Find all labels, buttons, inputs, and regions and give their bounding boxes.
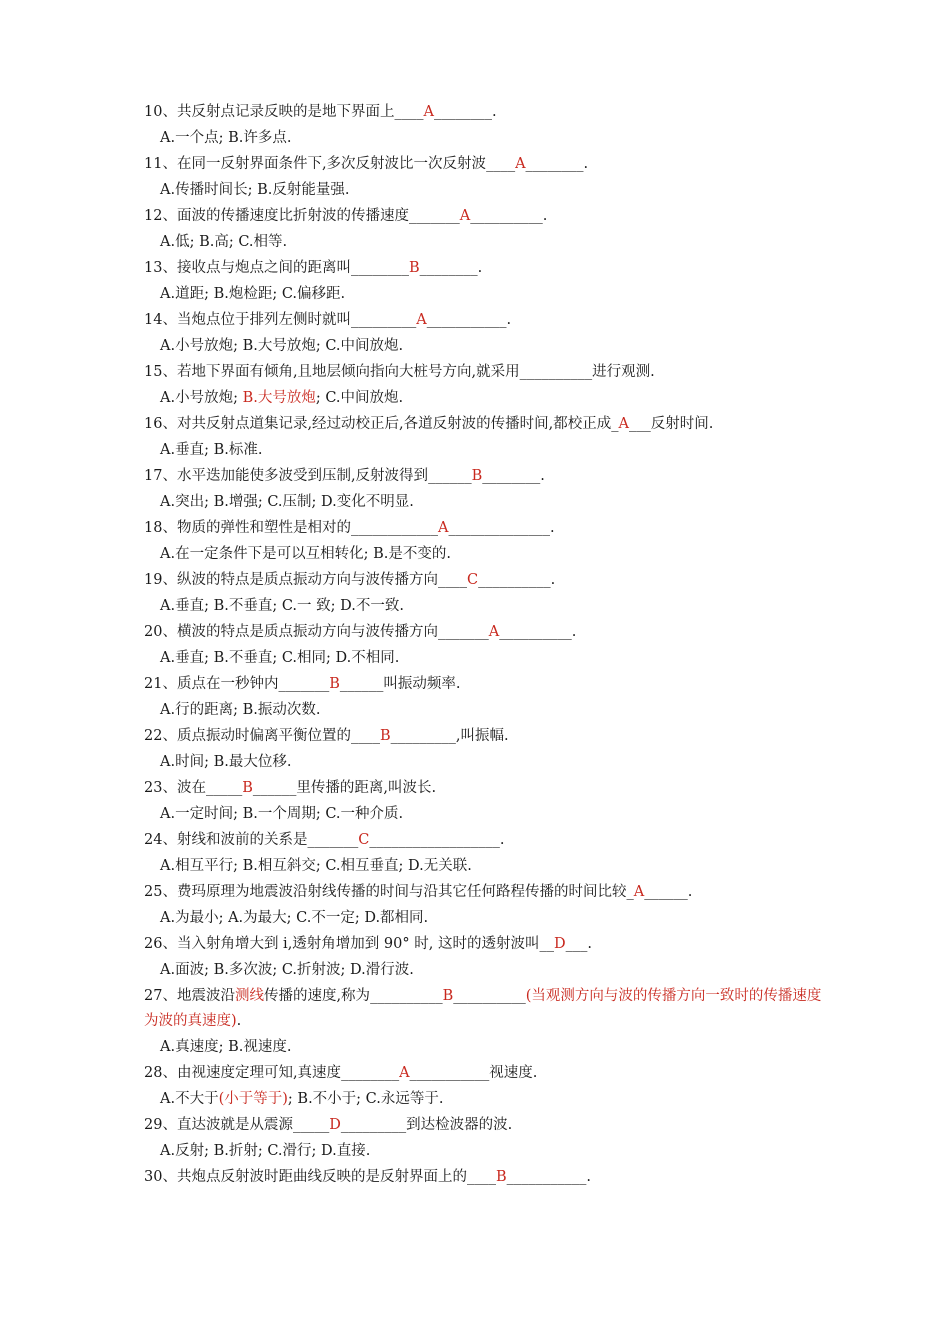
answer-letter: A (488, 624, 500, 640)
question-stem (144, 932, 824, 957)
option-text: A.不大于 (160, 1091, 219, 1107)
question-text: 17、水平迭加能使多波受到压制,反射波得到 (144, 468, 429, 484)
question-text: 14、当炮点位于排列左侧时就叫 (144, 312, 351, 328)
answer-letter: D (329, 1117, 341, 1133)
question-text: 传播的速度,称为 (263, 988, 371, 1004)
question-text: 12、面波的传播速度比折射波的传播速度 (144, 208, 409, 224)
answer-blank (293, 1117, 406, 1133)
question-text: 20、横波的特点是质点振动方向与波传播方向 (144, 624, 438, 640)
blank-fill: ___ (629, 416, 651, 432)
option-text: A.小号放炮; (160, 390, 238, 406)
answer-options (144, 281, 824, 308)
blank-fill: __________ (370, 988, 443, 1004)
blank-fill: _________ (390, 728, 456, 744)
blank-fill: ____ (486, 156, 516, 172)
answer-blank (351, 520, 550, 536)
answer-letter: A (416, 312, 427, 328)
question-text: 30、共炮点反射波时距曲线反映的是反射界面上的 (144, 1169, 467, 1185)
question-note: (当观测方向与波的传播方向一致时的传播速度为波的真速度) (144, 988, 822, 1029)
question-text: . (571, 624, 577, 640)
blank-fill: ____ (394, 104, 424, 120)
answer-options (144, 905, 824, 932)
question-text: 24、射线和波前的关系是 (144, 832, 308, 848)
question-text: 反射时间. (650, 416, 714, 432)
blank-fill: ______ (644, 884, 688, 900)
option-text: A.传播时间长; B.反射能量强. (160, 182, 350, 198)
answer-options (144, 645, 824, 672)
question-text: . (587, 936, 592, 952)
answer-blank (351, 260, 478, 276)
answer-options (144, 749, 824, 776)
option-text: A.垂直; B.不垂直; C.一 致; D.不一致. (160, 598, 404, 614)
option-text: A.行的距离; B.振动次数. (160, 702, 321, 718)
question-text: 27、地震波沿 (144, 988, 235, 1004)
blank-fill: ________ (341, 1065, 400, 1081)
question-stem (144, 776, 824, 801)
question-text: . (491, 104, 497, 120)
answer-blank (520, 364, 593, 380)
option-text: A.相互平行; B.相互斜交; C.相互垂直; D.无关联. (160, 858, 472, 874)
blank-fill: __________ (470, 208, 543, 224)
answer-options (144, 177, 824, 204)
answer-blank (467, 1169, 586, 1185)
answer-blank (341, 1065, 489, 1081)
option-text: A.为最小; A.为最大; C.不一定; D.都相同. (160, 910, 429, 926)
question-text: . (477, 260, 483, 276)
question-text: . (506, 312, 512, 328)
answer-options (144, 385, 824, 412)
answer-options (144, 541, 824, 568)
question-stem (144, 412, 824, 437)
answer-letter: C (466, 572, 479, 588)
question-stem (144, 308, 824, 333)
option-text: ; B.不小于; C.永远等于. (287, 1091, 444, 1107)
blank-fill: ___________ (506, 1169, 587, 1185)
answer-blank (611, 416, 650, 432)
answer-blank (486, 156, 583, 172)
option-text: A.时间; B.最大位移. (160, 754, 292, 770)
blank-fill: ________ (419, 260, 478, 276)
question-text: 13、接收点与炮点之间的距离叫 (144, 260, 351, 276)
answer-letter: A (633, 884, 645, 900)
answer-letter: A (618, 416, 630, 432)
option-text: A.在一定条件下是可以互相转化; B.是不变的. (160, 546, 451, 562)
answer-blank (307, 832, 499, 848)
answer-options (144, 593, 824, 620)
answer-blank (438, 624, 572, 640)
question-stem (144, 360, 824, 385)
question-text: 28、由视速度定理可知,真速度 (144, 1065, 342, 1081)
answer-letter: B (442, 988, 454, 1004)
question-stem (144, 672, 824, 697)
answer-blank (351, 312, 506, 328)
question-stem (144, 984, 824, 1034)
blank-fill: ________ (350, 260, 409, 276)
option-text: A.小号放炮; B.大号放炮; C.中间放炮. (160, 338, 404, 354)
blank-fill: ____ (466, 1169, 496, 1185)
answer-letter: D (553, 936, 566, 952)
question-stem (144, 880, 824, 905)
answer-options (144, 437, 824, 464)
question-text: . (542, 208, 548, 224)
option-text: A.真速度; B.视速度. (160, 1039, 292, 1055)
answer-blank (278, 676, 383, 692)
answer-letter: B (471, 468, 483, 484)
question-stem (144, 256, 824, 281)
question-text: 进行观测. (592, 364, 655, 380)
question-text: . (583, 156, 589, 172)
option-text: A.道距; B.炮检距; C.偏移距. (160, 286, 346, 302)
answer-options (144, 1034, 824, 1061)
blank-fill: __________ (499, 624, 572, 640)
question-text: ,叫振幅. (455, 728, 509, 744)
answer-options (144, 1086, 824, 1113)
answer-letter: B (242, 780, 253, 796)
question-text: . (540, 468, 545, 484)
question-stem (144, 152, 824, 177)
question-text: . (499, 832, 505, 848)
question-text: . (549, 520, 555, 536)
option-text: A.一定时间; B.一个周期; C.一种介质. (160, 806, 404, 822)
question-text: 16、对共反射点道集记录,经过动校正后,各道反射波的传播时间,都校正成 (144, 416, 612, 432)
blank-fill: _________ (350, 312, 417, 328)
question-stem (144, 100, 824, 125)
answer-options (144, 1138, 824, 1165)
answer-options (144, 957, 824, 984)
blank-fill: _______ (307, 832, 359, 848)
answer-blank (626, 884, 687, 900)
question-text: 15、若地下界面有倾角,且地层倾向指向大桩号方向,就采用 (144, 364, 520, 380)
blank-fill: ________ (525, 156, 584, 172)
answer-options (144, 229, 824, 256)
question-text: 到达检波器的波. (406, 1117, 513, 1133)
answer-letter: B (329, 676, 340, 692)
blank-fill: _____ (292, 1117, 330, 1133)
blank-fill: ______ (252, 780, 297, 796)
option-highlight: B.大号放炮 (237, 390, 316, 406)
blank-fill: __ (539, 936, 554, 952)
answer-blank (351, 728, 456, 744)
question-text-highlight: 测线 (234, 988, 264, 1004)
answer-blank (370, 988, 526, 1004)
question-text: . (550, 572, 556, 588)
question-stem (144, 724, 824, 749)
answer-options (144, 489, 824, 516)
option-text: A.反射; B.折射; C.滑行; D.直接. (160, 1143, 371, 1159)
option-text: A.垂直; B.不垂直; C.相同; D.不相同. (160, 650, 400, 666)
blank-fill: ________ (433, 104, 492, 120)
option-text: A.低; B.高; C.相等. (160, 234, 288, 250)
question-text: . (236, 1013, 242, 1029)
blank-fill: _____ (205, 780, 243, 796)
answer-letter: A (515, 156, 526, 172)
option-text: A.面波; B.多次波; C.折射波; D.滑行波. (160, 962, 414, 978)
blank-fill: ____ (437, 572, 467, 588)
answer-options (144, 125, 824, 152)
question-stem (144, 1113, 824, 1138)
blank-fill: _______ (408, 208, 460, 224)
answer-blank (394, 104, 491, 120)
question-text: 10、共反射点记录反映的是地下界面上 (144, 104, 395, 120)
blank-fill: ____ (350, 728, 380, 744)
blank-fill: __________________ (369, 832, 500, 848)
question-text: 21、质点在一秒钟内 (144, 676, 279, 692)
answer-options (144, 853, 824, 880)
blank-fill: ___ (565, 936, 588, 952)
question-text: 19、纵波的特点是质点振动方向与波传播方向 (144, 572, 438, 588)
blank-fill: _________ (340, 1117, 407, 1133)
answer-letter: B (408, 260, 420, 276)
question-text: 视速度. (489, 1065, 538, 1081)
question-list (144, 100, 824, 1190)
answer-letter: A (399, 1065, 410, 1081)
option-text: ; C.中间放炮. (315, 390, 404, 406)
answer-letter: B (495, 1169, 507, 1185)
answer-letter: B (379, 728, 391, 744)
answer-letter: C (358, 832, 370, 848)
blank-fill: __________ (453, 988, 526, 1004)
blank-fill: ___________ (426, 312, 507, 328)
answer-blank (428, 468, 540, 484)
question-text: 18、物质的弹性和塑性是相对的 (144, 520, 351, 536)
option-text: A.突出; B.增强; C.压制; D.变化不明显. (160, 494, 414, 510)
option-highlight: (小于等于) (218, 1091, 288, 1107)
answer-blank (539, 936, 587, 952)
question-stem (144, 1165, 824, 1190)
blank-fill: ______________ (448, 520, 550, 536)
question-text: 23、波在 (144, 780, 206, 796)
blank-fill: __________ (478, 572, 551, 588)
blank-fill: ______ (339, 676, 384, 692)
option-text: A.一个点; B.许多点. (160, 130, 292, 146)
blank-fill: _ (611, 416, 619, 432)
question-stem (144, 1061, 824, 1086)
question-stem (144, 516, 824, 541)
blank-fill: ______ (428, 468, 472, 484)
answer-letter: A (459, 208, 471, 224)
answer-blank (409, 208, 543, 224)
answer-options (144, 801, 824, 828)
question-stem (144, 464, 824, 489)
question-text: . (586, 1169, 591, 1185)
blank-fill: __________ (519, 364, 593, 380)
question-text: 叫振动频率. (383, 676, 461, 692)
question-text: 11、在同一反射界面条件下,多次反射波比一次反射波 (144, 156, 487, 172)
answer-options (144, 333, 824, 360)
blank-fill: ____________ (350, 520, 438, 536)
question-text: 25、费玛原理为地震波沿射线传播的时间与沿其它任何路程传播的时间比较 (144, 884, 627, 900)
answer-options (144, 697, 824, 724)
question-text: 22、质点振动时偏离平衡位置的 (144, 728, 351, 744)
blank-fill: ___________ (409, 1065, 490, 1081)
question-text: 里传播的距离,叫波长. (296, 780, 437, 796)
answer-blank (206, 780, 296, 796)
answer-blank (438, 572, 551, 588)
question-stem (144, 204, 824, 229)
question-text: . (687, 884, 693, 900)
blank-fill: _______ (437, 624, 489, 640)
blank-fill: _ (626, 884, 634, 900)
question-stem (144, 620, 824, 645)
answer-letter: A (437, 520, 449, 536)
question-text: 26、当入射角增大到 i,透射角增加到 90° 时, 这时的透射波叫 (144, 936, 540, 952)
question-stem (144, 828, 824, 853)
answer-letter: A (423, 104, 434, 120)
blank-fill: ________ (482, 468, 541, 484)
option-text: A.垂直; B.标准. (160, 442, 263, 458)
question-text: 29、直达波就是从震源 (144, 1117, 293, 1133)
question-stem (144, 568, 824, 593)
blank-fill: _______ (278, 676, 330, 692)
